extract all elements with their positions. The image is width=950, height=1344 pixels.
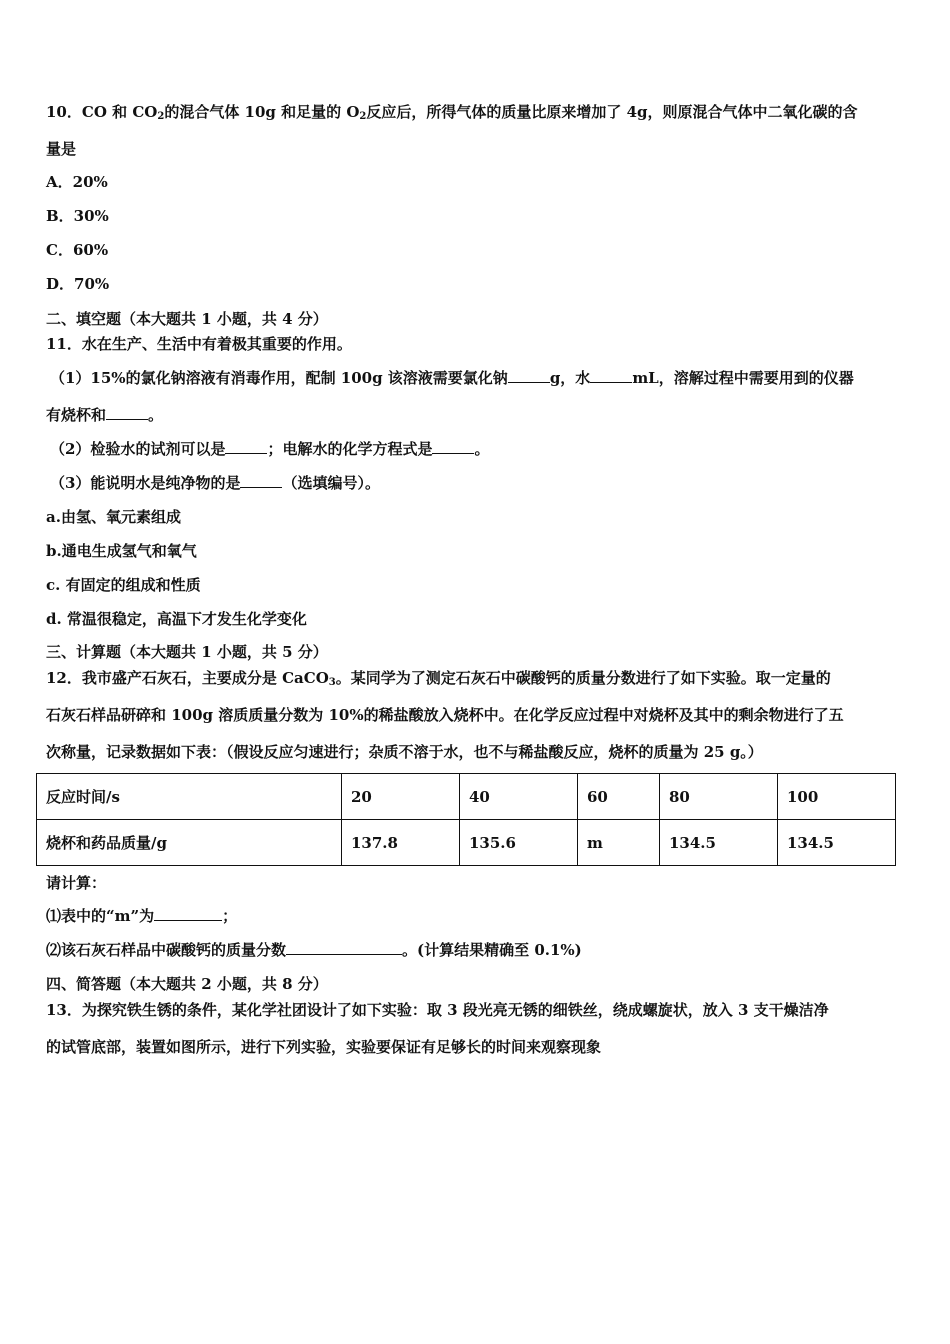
section3-title: 三、计算题（本大题共 1 小题，共 5 分） [46,643,328,661]
q11-choice-d: d. 常温很稳定，高温下才发生化学变化 [46,610,307,628]
q13-stem-line1: 13．为探究铁生锈的条件，某化学社团设计了如下实验：取 3 段光亮无锈的细铁丝，绕成螺旋状，放入 3 支干燥洁净 [46,1001,829,1019]
table-cell: 135.6 [460,820,578,866]
q11-sub1 [50,368,854,388]
q10-stem-line2: 量是 [46,140,77,158]
q12-stem-line3: 次称量，记录数据如下表：（假设反应匀速进行；杂质不溶于水，也不与稀盐酸反应，烧杯的质量为 25 g。） [46,743,763,761]
q11-blank-equation [432,439,474,454]
q12-calc2-text-b: 。(计算结果精确至 0.1%) [402,941,582,959]
q11-sub1-text-a: （1）15%的氯化钠溶液有消毒作用，配制 100g 该溶液需要氯化钠 [50,369,508,387]
q11-blank-choice [240,473,282,488]
q12-calc1-text-a: ⑴表中的“m”为 [46,907,155,925]
q10-option-d: D．70% [46,275,110,293]
q12-calc2 [46,940,582,960]
table-cell: 40 [460,774,578,820]
table-cell: 60 [578,774,660,820]
q12-text-b: 。某同学为了测定石灰石中碳酸钙的质量分数进行了如下实验。取一定量的 [335,669,831,687]
q11-blank-water [590,368,632,383]
q11-sub1-line2-text-a: 有烧杯和 [46,406,107,424]
q10-text-3: 反应后，所得气体的质量比原来增加了 4g，则原混合气体中二氧化碳的含 [366,103,858,121]
q10-sub-1: 2 [157,111,165,122]
q12-text-a: 12．我市盛产石灰石，主要成分是 CaCO [46,669,329,687]
q11-choice-b: b.通电生成氢气和氧气 [46,542,197,560]
q10-stem [46,102,858,122]
q12-data-table [36,773,896,866]
table-header-mass: 烧杯和药品质量/g [37,820,342,866]
q11-sub2-text-a: （2）检验水的试剂可以是 [50,440,226,458]
section4-title: 四、简答题（本大题共 2 小题，共 8 分） [46,975,328,993]
q10-sub-2: 2 [359,111,367,122]
section2-title: 二、填空题（本大题共 1 小题，共 4 分） [46,310,328,328]
q11-sub2-text-c: 。 [474,440,490,458]
q11-sub2 [50,439,489,459]
q12-calc-title: 请计算： [46,874,107,892]
q11-sub1-line2 [46,405,163,425]
q12-calc1 [46,906,237,926]
q12-calc2-text-a: ⑵该石灰石样品中碳酸钙的质量分数 [46,941,287,959]
table-cell: 137.8 [342,820,460,866]
q10-text-1: 10．CO 和 CO [46,103,158,121]
q10-option-b: B．30% [46,207,109,225]
q13-stem-line2: 的试管底部，装置如图所示，进行下列实验，实验要保证有足够长的时间来观察现象 [46,1038,602,1056]
q11-sub2-text-b: ；电解水的化学方程式是 [267,440,433,458]
q11-blank-nacl [508,368,550,383]
q12-calc1-text-b: ； [222,907,238,925]
q10-option-a: A．20% [46,173,108,191]
q11-sub3-text-a: （3）能说明水是纯净物的是 [50,474,241,492]
q11-sub1-line2-text-b: 。 [148,406,164,424]
q12-sub: 3 [328,677,336,688]
q11-choice-c: c. 有固定的组成和性质 [46,576,201,594]
q11-sub1-text-c: mL，溶解过程中需要用到的仪器 [632,369,854,387]
table-cell: m [578,820,660,866]
table-cell: 100 [778,774,896,820]
table-cell: 134.5 [660,820,778,866]
table-header-time: 反应时间/s [37,774,342,820]
q11-sub3 [50,473,380,493]
q11-sub3-text-b: （选填编号）。 [282,474,380,492]
q10-text-2: 的混合气体 10g 和足量的 O [164,103,360,121]
table-cell: 20 [342,774,460,820]
table-row [37,820,896,866]
table-row [37,774,896,820]
q10-option-c: C．60% [46,241,109,259]
table-cell: 134.5 [778,820,896,866]
q12-stem-line2: 石灰石样品研碎和 100g 溶质质量分数为 10%的稀盐酸放入烧杯中。在化学反应过程中对烧杯及其中的剩余物进行了五 [46,706,844,724]
q11-blank-reagent [225,439,267,454]
q12-stem-line1 [46,668,831,688]
q11-stem: 11．水在生产、生活中有着极其重要的作用。 [46,335,352,353]
q11-choice-a: a.由氢、氧元素组成 [46,508,181,526]
q12-blank-percent [286,940,402,955]
q12-blank-m [154,906,222,921]
q11-sub1-text-b: g，水 [549,369,591,387]
q11-blank-instrument [106,405,148,420]
table-cell: 80 [660,774,778,820]
